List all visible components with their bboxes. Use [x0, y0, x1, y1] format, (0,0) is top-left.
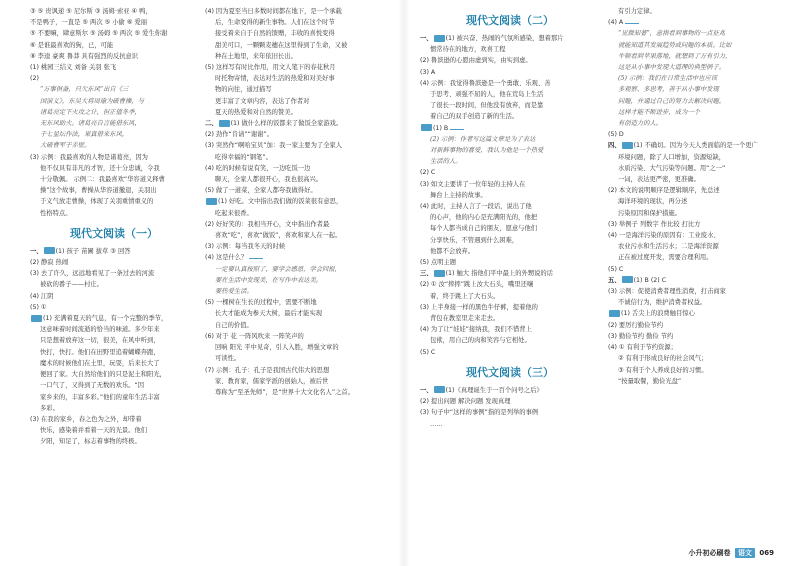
text-line: (2) 静寂 热闹: [30, 259, 69, 267]
text-line: (2) 鲁滨逊的心愿由虚到实，由实到虚。: [420, 57, 532, 65]
text-line: (2) 本文的说明顺序是逻辑顺序，先总述: [608, 187, 720, 195]
text-line: 他都不会放弃。: [430, 247, 475, 255]
text-line: ⑥ 是谁最喜欢的狗，已，可能: [30, 41, 114, 49]
text-line: 惯常待在的地方，欢喜工程: [430, 46, 506, 54]
text-line: 尊称为“至圣先师”，是“世界十大文化名人”之首。: [215, 388, 354, 396]
text-line: (2): [30, 75, 39, 83]
section-number: 一、: [420, 386, 433, 394]
text-line: (5) ①: [30, 303, 47, 311]
text-line: 三、 (1) 触大 指他们平中最上的外甥说的话: [420, 270, 553, 278]
text-line: (4) 这是什么？: [205, 252, 385, 263]
section-heading: 现代文阅读（一）: [70, 226, 158, 240]
text-line: 多观察、多思考，善于从小事中发现: [618, 86, 719, 94]
text-line: 一词，表达更严密，更准确。: [618, 176, 700, 184]
section-heading: 现代文阅读（三）: [466, 365, 554, 379]
text-line: 问题，并通过自己的努力去解决问题。: [618, 97, 726, 105]
section-number: 二、: [205, 120, 218, 128]
column-2: [205, 6, 385, 398]
text-line: 这是从小事中发现大道理的典型例子。: [618, 64, 726, 72]
text-line: (3) 句子中“这样的事例”指的是列举的事例: [420, 409, 539, 417]
text-line: (3) 突然作“啊哈宝贝”加：我一家主要为了全家人: [205, 142, 343, 150]
text-line: (5) 示例：我们在日常生活中也应该: [618, 75, 718, 83]
text-line: (3) 上半身接一样的黑色牛仔裤，提着他的: [420, 303, 538, 311]
text-line: (1) B: [420, 123, 600, 134]
text-line: (7) 示例：孔子：孔子是我国古代伟大的思想: [205, 366, 330, 374]
text-line: (1) 舌尖上的浪费触目惊心: [608, 308, 783, 319]
text-line: 种在土地里，来年依旧长出。: [215, 52, 297, 60]
text-line: 一、 (1) 孩子 苗圃 拔草 ③ 回答: [30, 247, 131, 255]
text-line: 二、 (1) 做什么样的饭都来了做饭全家游戏。: [205, 120, 343, 128]
text-line: 夏天的热爱和对自然的赞美。: [215, 108, 297, 116]
text-line: 四、 (1) 不确切。因为今天人类面临的是一个更广: [608, 142, 758, 150]
book-title: 小升初必刷卷: [688, 549, 731, 557]
text-line: (3) 示例：我最喜欢的人物是诸葛亮，因为: [30, 153, 148, 161]
column-4: [608, 6, 783, 387]
text-line: 要热爱生活。: [215, 288, 253, 296]
text-line: 长大才能成为参天大树，最后才能实现: [215, 310, 323, 318]
text-line: (2) ① 汝“摔摔”跳上汝大石头，嘴里还嚷: [420, 281, 534, 289]
text-line: 大破曹军于赤壁。: [40, 142, 91, 150]
text-line: (3) 勤俭节约 勤俭 节约: [608, 332, 674, 340]
text-line: ③ 有利于个人养成良好的习惯。: [618, 366, 708, 374]
text-line: (4) 吃的时候有说有笑，一边吃饭一边: [205, 164, 311, 172]
text-line: (4) A: [608, 17, 783, 28]
text-line: 于七星坛作法，果真借来东风，: [40, 131, 129, 139]
text-line: 的心声，他的内心是充满阳光的，他把: [430, 214, 538, 222]
text-line: 就能知道其发展趋势或问题的本质。比如: [618, 41, 732, 49]
text-line: (5) C: [608, 265, 624, 273]
text-line: 这意味着时间流逝的恰当的味道。多少年来: [40, 326, 160, 334]
text-line: 一定要认真按照了，要学会感恩，学会回报，: [215, 265, 341, 273]
text-line: 他不仅具有非凡的才智，还十分忠诚，令我: [40, 164, 160, 172]
text-line: (5) 做了一道菜，全家人都夸我做得好。: [205, 187, 317, 195]
text-line: 更丰富了文章内容，表达了作者对: [215, 97, 310, 105]
text-line: 一、 (1) 被兴奋、热闹的气氛所感染，想着那片: [420, 35, 564, 42]
text-line: (4) ① 有利于节约资源；: [608, 344, 677, 352]
text-line: 被砍的番子——村庄。: [40, 281, 103, 289]
text-line: 着，终于跳上了大石头。: [430, 292, 500, 300]
text-line: (1) 桃园三结义 刘备 关羽 张飞: [30, 64, 117, 72]
badge-icon: [434, 386, 445, 393]
text-line: 五、 (1) B (2) C: [608, 276, 667, 284]
badge-icon: [434, 35, 445, 42]
text-line: 性格特点。: [40, 209, 72, 217]
text-line: 环境问题，除了人口增加，资源短缺，: [618, 153, 726, 161]
text-line: (3) A: [420, 68, 436, 76]
text-line: 回响 阳光 平中见奇，引人入胜，增强文章的: [215, 344, 339, 352]
pen-mark-icon: [249, 254, 263, 259]
section-number: 四、: [608, 142, 621, 150]
text-line: 生活的人。: [430, 158, 462, 166]
text-line: 舞台上主持的故事。: [430, 191, 487, 199]
text-line: (2) 要厉行勤俭节约: [608, 321, 663, 329]
text-line: 甜美可口，一颗颗麦穗在这里得到了生命，又被: [215, 41, 348, 49]
text-line: 夕阳，知足了，标志着事物的终极。: [40, 438, 141, 446]
text-line: 不诚信行为，维护消费者权益。: [618, 299, 707, 307]
text-line: 牛顿看到苹果落地，就想到了万有引力，: [618, 52, 732, 60]
text-line: (2) 劲作“肯请”“谢谢”。: [205, 131, 274, 139]
text-line: (1) 好吃。文中指出我们做的饭菜很有意思，: [205, 196, 385, 207]
text-line: 快打，快打。他们在田野里追着蝴蝶奔跑，: [40, 348, 160, 356]
text-line: 海洋环境的现状，再分述: [618, 198, 688, 206]
text-line: 吃得幸福的“钢笔”。: [215, 153, 272, 161]
text-line: “万事俱备，只欠东风”出自《三: [40, 86, 129, 94]
text-line: 家、教育家，儒家学派的创始人，被后世: [215, 377, 329, 385]
text-line: (4) 此时，主持人言了一段话，说出了他: [420, 203, 532, 211]
text-line: 时托物寄情，表达对生活的热爱和对美好事: [215, 75, 335, 83]
text-line: (5) 这样写有时比作用，用文人笔下的春花秋月: [205, 64, 336, 72]
text-line: 分享快乐，不管遇到什么困难，: [430, 236, 519, 244]
text-line: 对新鲜事物的喜爱，我认为他是一个热爱: [430, 147, 544, 155]
text-line: (3) 去了许久，远远地看见了一条过去的河流: [30, 270, 155, 278]
text-line: 可读性。: [215, 355, 241, 363]
text-line: 了很长一段时间，但他没有放弃，而是靠: [430, 102, 544, 110]
page-gutter: [398, 0, 410, 566]
text-line: 接受着来自于自然的馈赠，丰收的喜悦变得: [215, 30, 335, 38]
subject-tag: 语文: [735, 548, 755, 558]
text-line: 聊天，全家人都很开心，我也很高兴。: [215, 176, 323, 184]
badge-icon: [44, 247, 55, 254]
badge-icon: [421, 124, 432, 131]
text-line: 后，生命变得的新生事物。人们在这个时节: [215, 19, 335, 27]
text-line: (2) 示例：作者写这篇文章是为了表达: [430, 135, 536, 143]
text-line: ⑧ 李逵 豪爽 鲁莽 具有强烈的反抗意识: [30, 52, 139, 60]
text-line: (5) C: [420, 348, 436, 356]
badge-icon: [434, 270, 445, 277]
text-line: (2) 好好笑的：我相当开心，文中指出作者最: [205, 220, 330, 228]
text-line: 物的向往，通过描写: [215, 86, 272, 94]
text-line: ……: [430, 420, 443, 428]
text-line: (3) 举例子 列数字 作比较 打比方: [608, 220, 701, 228]
text-line: (4) 江阴: [30, 292, 54, 300]
text-line: (4) 因为夏至当日多数时间都在地下，是一个承载: [205, 8, 342, 15]
text-line: 诸葛亮定下火攻之计，但正值冬季，: [40, 108, 141, 116]
text-line: 背包在教室里走来走去。: [430, 315, 500, 323]
text-line: 魔术的时候他们在土里，玩耍，后来长大了: [40, 359, 160, 367]
text-line: 吃起来很香。: [215, 209, 253, 217]
text-line: “见微知著”，意指看到事物的一点征兆: [618, 30, 726, 38]
badge-icon: [609, 310, 620, 317]
text-line: (1) 充满着夏天的气息，有一个完整的季节，: [30, 313, 198, 324]
section-number: 一、: [420, 35, 433, 42]
text-line: 污染原因和保护措施。: [618, 209, 681, 217]
text-line: 便回了家。大自然给他们的只是泥土和阳光，: [40, 371, 166, 379]
section-heading: 现代文阅读（二）: [466, 14, 554, 27]
section-number: 一、: [30, 247, 43, 255]
text-line: 多彩。: [40, 404, 59, 412]
text-line: ⑤ 不要嘛，肆意斯尔 ⑤ 汤姆 ⑤ 两次 ⑤ 爱生你谢: [30, 30, 168, 38]
section-number: 五、: [608, 276, 621, 284]
text-line: 着自己的双手创造了新的生活。: [430, 113, 519, 121]
text-line: 十分敬佩。 示例二：我最喜欢“华容道义释曹: [40, 176, 165, 184]
text-line: 于思考、顽强不屈的人，他在荒岛上生活: [430, 91, 544, 99]
badge-icon: [622, 276, 633, 283]
text-line: “按量取餐，勤俭光盘”: [618, 377, 682, 385]
page-number: 069: [759, 549, 774, 557]
section-number: 三、: [420, 270, 433, 278]
pen-mark-icon: [625, 19, 639, 24]
text-line: 只是想着放弃这一切，很美，在风中听到，: [40, 337, 160, 345]
text-line: (3) 在我的家乡，春之色为之外，却带着: [30, 415, 142, 423]
column-1: [30, 6, 198, 448]
text-line: 水质污染、大气污染等问题。用“之一”: [618, 164, 726, 172]
text-line: 无东风助火。诸葛亮自言能借东风，: [40, 120, 141, 128]
badge-icon: [31, 315, 42, 322]
text-line: (4) 一是海洋污染的原因有：工业废水、: [608, 232, 720, 240]
text-line: 一口气了，又得到了无数的欢乐。“因: [40, 382, 145, 390]
badge-icon: [219, 120, 230, 127]
text-line: 有创造力的人。: [618, 120, 663, 128]
text-line: (6) 对于 花 一阵风吹来 一阵笑声的: [205, 332, 304, 340]
text-line: (3) 如文主要讲了一位年轻的主持人在: [420, 180, 526, 188]
text-line: 包袱，用自己的肉和笑容与它相处。: [430, 337, 531, 345]
page-footer: [689, 548, 775, 558]
text-line: (2) 提出问题 解决问题 发现真理: [420, 398, 511, 406]
text-line: 每个人都当成自己的朋友，愿意与他们: [430, 225, 538, 233]
text-line: 操”这个故事，曹操从华容道撤退，关羽出: [40, 187, 157, 195]
text-line: 家乡来的，丰富多彩。”他们的童年生活丰富: [40, 393, 160, 401]
text-line: (3) 示例：每当我冬天的时候: [205, 243, 286, 251]
text-line: (3) 示例：促使消费者理性消费，打击商家: [608, 288, 726, 296]
badge-icon: [622, 142, 633, 149]
text-line: 于义气放走曹操，体现了关羽重情重义的: [40, 198, 154, 206]
badge-icon: [206, 198, 217, 205]
text-line: 快乐，感染着并看着一天的光景。他们: [40, 427, 148, 435]
text-line: 正在被过度开发，需要合理利用。: [618, 254, 713, 262]
text-line: 农业污水和生活污水；二是海洋资源: [618, 243, 719, 251]
column-3: [420, 6, 600, 430]
text-line: (5) D: [608, 131, 624, 139]
text-line: 要在生活中发现美，在写作中表达美。: [215, 276, 323, 284]
text-line: 一、 (1)《真理诞生于一百个问号之后》: [420, 386, 543, 394]
text-line: 自己的价值。: [215, 321, 253, 329]
pen-mark-icon: [450, 125, 464, 130]
text-line: (5) 点明主题: [420, 259, 457, 267]
text-line: 喜欢“吃”，喜欢“做饭”，喜欢和家人在一起。: [215, 232, 342, 240]
text-line: (2) C: [420, 169, 436, 177]
text-line: (4) 为了让“娃娃”接纳我，我们不惜背上: [420, 326, 532, 334]
text-line: ③ ⑤ 贵讽递 ⑤ 尼尔斯 ③ 汤姆·索亚 ④ 鸭，: [30, 8, 152, 15]
text-line: ② 有利于形成良好的社会风气；: [618, 355, 708, 363]
text-line: 不是鸭子，一直是 ⑤ 两次 ⑤ 小偷 ⑥ 爱丽: [30, 19, 148, 27]
text-line: 国演义》，东吴大将周瑜为破曹操，与: [40, 97, 144, 105]
text-line: (5) 一棵树在生长的过程中，需要不断地: [205, 299, 317, 307]
text-line: (4) 示例：我觉得鲁滨逊是一个勇敢、乐观、善: [420, 79, 551, 87]
text-line: 这样才能不断进步，成为一个: [618, 108, 700, 116]
text-line: 有引力定律。: [618, 8, 656, 15]
